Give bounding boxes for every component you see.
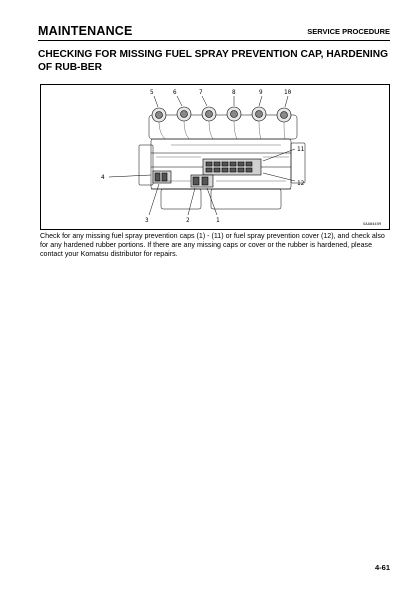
callout-10: 10 [284, 89, 292, 96]
injector-caps [152, 107, 291, 122]
callout-1: 1 [216, 217, 220, 224]
instruction-text: Check for any missing fuel spray prevention caps (1) - (11) or fuel spray prevention cover (12), and check also for any hardened rubber portions. If there are any missing caps or cover or the rubber is hardened, please contact your Komatsu distributor for repairs. [40, 232, 385, 258]
callout-6: 6 [173, 89, 177, 96]
page-header [38, 24, 390, 41]
engine-illustration [41, 85, 389, 229]
callout-5: 5 [150, 89, 154, 96]
page-title: CHECKING FOR MISSING FUEL SPRAY PREVENTION CAP, HARDENING OF RUB-BER [38, 49, 389, 73]
callout-11: 11 [297, 146, 305, 153]
center-caps [191, 175, 213, 187]
section-name: MAINTENANCE [38, 24, 133, 38]
callout-12: 12 [297, 180, 305, 187]
spray-cover [203, 159, 261, 175]
callout-7: 7 [199, 89, 203, 96]
callout-8: 8 [232, 89, 236, 96]
page-number: 4-61 [374, 563, 390, 572]
callout-3: 3 [145, 217, 149, 224]
left-caps [153, 171, 171, 183]
document-type: SERVICE PROCEDURE [307, 27, 390, 36]
engine-figure [40, 84, 390, 230]
figure-code: SAA04459 [363, 221, 382, 226]
callout-9: 9 [259, 89, 263, 96]
callout-2: 2 [186, 217, 190, 224]
callout-4: 4 [101, 174, 105, 181]
